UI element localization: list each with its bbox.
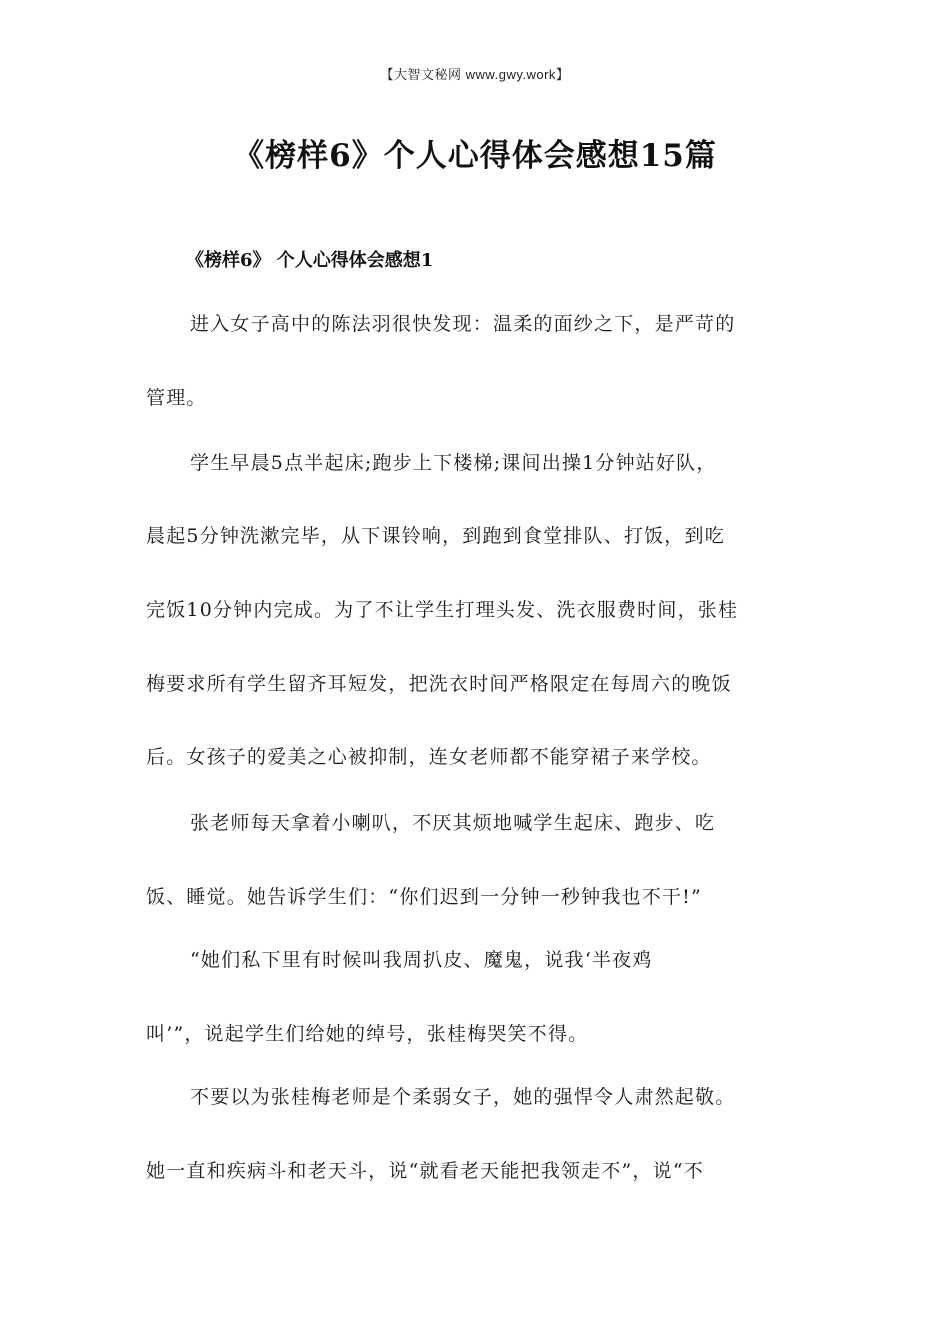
site-watermark: 【大智文秘网 www.gwy.work】 xyxy=(380,67,570,82)
paragraph-line: 不要以为张桂梅老师是个柔弱女子，她的强悍令人肃然起敬。 xyxy=(190,1086,736,1108)
paragraph-line: 她一直和疾病斗和老天斗，说“就看老天能把我领走不”，说“不 xyxy=(146,1160,704,1182)
paragraph-line: “她们私下里有时候叫我周扒皮、魔鬼，说我‘半夜鸡 xyxy=(190,949,653,971)
document-title: 《榜样6》个人心得体会感想15篇 xyxy=(233,138,717,174)
paragraph-line: 晨起5分钟洗漱完毕，从下课铃响，到跑到食堂排队、打饭，到吃 xyxy=(146,525,725,547)
paragraph-line: 叫’”，说起学生们给她的绰号，张桂梅哭笑不得。 xyxy=(146,1023,589,1045)
paragraph-line: 梅要求所有学生留齐耳短发，把洗衣时间严格限定在每周六的晚饭 xyxy=(146,673,732,695)
paragraph-line: 进入女子高中的陈法羽很快发现：温柔的面纱之下，是严苛的 xyxy=(190,313,736,335)
paragraph-line: 饭、睡觉。她告诉学生们：“你们迟到一分钟一秒钟我也不干!” xyxy=(146,886,702,908)
paragraph-line: 学生早晨5点半起床;跑步上下楼梯;课间出操1分钟站好队， xyxy=(190,452,717,474)
section-heading: 《榜样6》 个人心得体会感想1 xyxy=(186,250,434,271)
paragraph-line: 张老师每天拿着小喇叭，不厌其烦地喊学生起床、跑步、吃 xyxy=(190,812,716,834)
paragraph-line: 后。女孩子的爱美之心被抑制，连女老师都不能穿裙子来学校。 xyxy=(146,746,712,768)
paragraph-line: 完饭10分钟内完成。为了不让学生打理头发、洗衣服费时间，张桂 xyxy=(146,599,739,621)
paragraph-line: 管理。 xyxy=(146,387,207,409)
